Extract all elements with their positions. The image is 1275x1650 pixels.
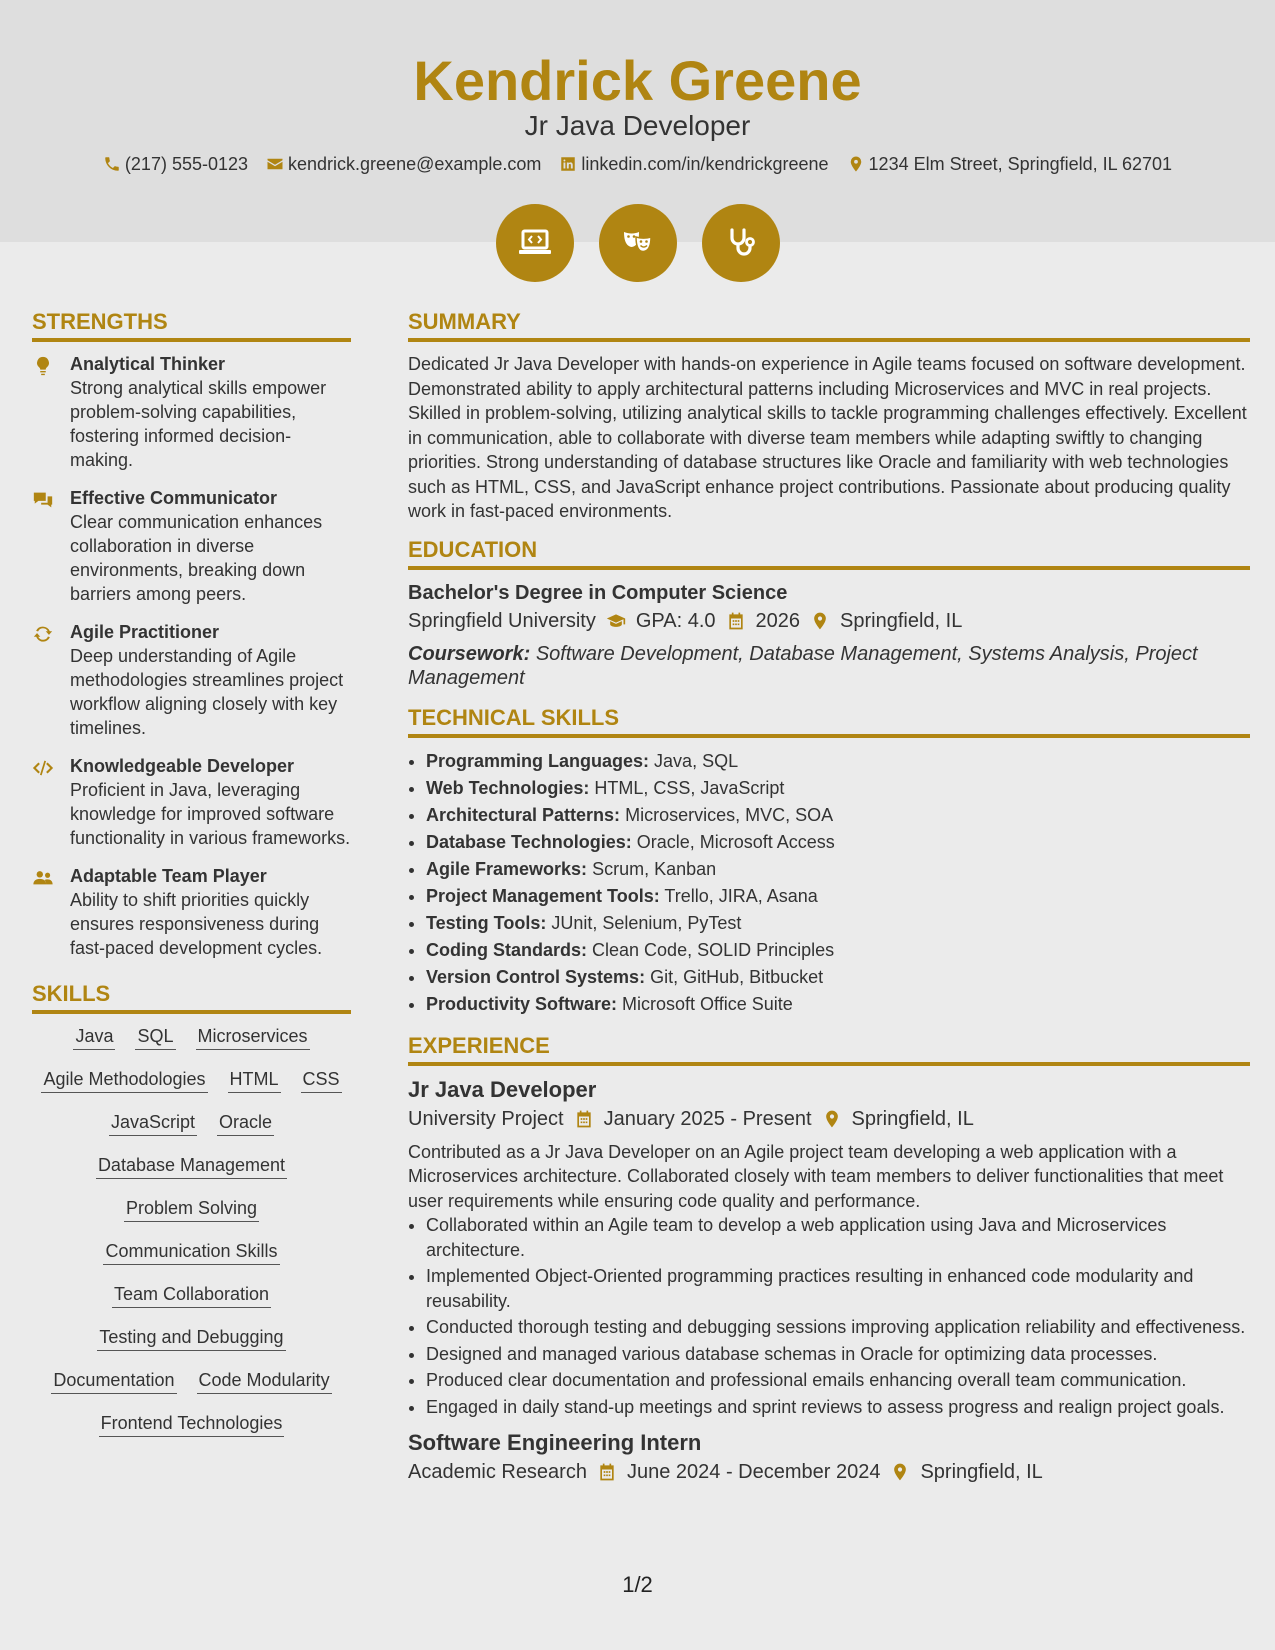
technical-skill-item xyxy=(426,910,1250,937)
experience-heading: EXPERIENCE xyxy=(408,1032,1250,1066)
strength-item xyxy=(32,486,351,606)
strength-desc: Ability to shift priorities quickly ensures responsiveness during fast-paced development cycles. xyxy=(70,890,323,958)
job-bullet: • Collaborated within an Agile team to develop a web application using Java and Microservices architecture. xyxy=(426,1213,1250,1262)
technical-skill-value: Java, SQL xyxy=(654,750,739,771)
technical-skill-label: Programming Languages: xyxy=(426,750,650,771)
technical-skill-label: Testing Tools: xyxy=(426,912,547,933)
job-bullet: • Implemented Object-Oriented programming practices resulting in enhanced code modularity and reusability. xyxy=(426,1264,1250,1313)
technical-skill-item xyxy=(426,883,1250,910)
technical-skill-item xyxy=(426,856,1250,883)
strength-title: Agile Practitioner xyxy=(70,622,220,642)
calendar-icon xyxy=(597,1462,617,1482)
strengths-heading: STRENGTHS xyxy=(32,308,351,342)
strength-desc: Proficient in Java, leveraging knowledge for improved software functionality in various frameworks. xyxy=(70,780,351,848)
contact-email[interactable] xyxy=(266,152,541,176)
technical-skill-value: Oracle, Microsoft Access xyxy=(636,831,835,852)
strength-item xyxy=(32,620,351,740)
technical-skill-label: Version Control Systems: xyxy=(426,966,646,987)
users-icon xyxy=(32,867,54,889)
education-meta xyxy=(408,606,1250,636)
left-column xyxy=(32,308,351,1454)
skill-tag: Problem Solving xyxy=(124,1196,259,1222)
technical-skill-value: Microservices, MVC, SOA xyxy=(625,804,834,825)
calendar-icon xyxy=(726,611,746,631)
email-link[interactable]: kendrick.greene@example.com xyxy=(288,154,542,174)
skill-row xyxy=(32,1325,351,1351)
technical-skill-item xyxy=(426,775,1250,802)
strength-desc: Clear communication enhances collaboration in diverse environments, breaking down barriers among peers. xyxy=(70,512,323,604)
skills-list xyxy=(32,1024,351,1437)
graduation-cap-icon xyxy=(606,611,626,631)
school-name: Springfield University xyxy=(408,609,596,632)
technical-skill-label: Project Management Tools: xyxy=(426,885,660,906)
job-meta xyxy=(408,1104,1250,1134)
skill-tag: Communication Skills xyxy=(103,1239,279,1265)
gpa: GPA: 4.0 xyxy=(635,609,716,632)
skill-tag: HTML xyxy=(228,1067,281,1093)
strength-desc: Deep understanding of Agile methodologies streamlines project workflow aligning closely with key timelines. xyxy=(70,646,344,738)
right-column xyxy=(408,308,1250,1487)
skill-row xyxy=(32,1110,351,1136)
technical-skill-label: Productivity Software: xyxy=(426,993,618,1014)
job-title: Software Engineering Intern xyxy=(408,1430,702,1455)
technical-skill-value: Clean Code, SOLID Principles xyxy=(592,939,835,960)
summary-heading: SUMMARY xyxy=(408,308,1250,342)
job-description: Contributed as a Jr Java Developer on an Agile project team developing a web application with a Microservices architecture. Collaborated closely with team members to deliver functionalities that meet user requirements while ensuring code quality and performance. xyxy=(408,1141,1224,1211)
technical-skill-value: Git, GitHub, Bitbucket xyxy=(650,966,824,987)
skill-tag: SQL xyxy=(135,1024,175,1050)
technical-skill-label: Coding Standards: xyxy=(426,939,587,960)
job-org: Academic Research xyxy=(408,1461,587,1483)
linkedin-icon xyxy=(559,155,577,173)
code-icon xyxy=(32,757,54,779)
experience-entry xyxy=(408,1076,1250,1420)
technical-skill-item xyxy=(426,937,1250,964)
candidate-name: Kendrick Greene xyxy=(413,49,862,112)
technical-skill-item xyxy=(426,964,1250,991)
stethoscope-badge xyxy=(702,204,780,282)
calendar-icon xyxy=(574,1109,594,1129)
candidate-title: Jr Java Developer xyxy=(524,110,751,141)
strength-desc: Strong analytical skills empower problem-solving capabilities, fostering informed decision-making. xyxy=(70,378,327,470)
job-title: Jr Java Developer xyxy=(408,1076,597,1102)
job-bullet: • Conducted thorough testing and debugging sessions improving application reliability and effectiveness. xyxy=(426,1315,1250,1340)
skill-row xyxy=(32,1153,351,1179)
page-number: 1/2 xyxy=(622,1572,653,1597)
job-location: Springfield, IL xyxy=(920,1461,1043,1483)
technical-skill-label: Database Technologies: xyxy=(426,831,632,852)
coursework-list: Software Development, Database Management, Systems Analysis, Project Management xyxy=(408,642,1198,689)
laptop-code-icon xyxy=(515,223,555,263)
education-heading: EDUCATION xyxy=(408,536,1250,570)
skills-heading: SKILLS xyxy=(32,980,351,1014)
job-dates: January 2025 - Present xyxy=(603,1107,812,1130)
stethoscope-icon xyxy=(721,223,761,263)
summary-text: Dedicated Jr Java Developer with hands-on experience in Agile teams focused on software development. Demonstrated ability to apply architectural patterns including Microservices and MVC in real projects. Skilled in problem-solving, utilizing analytical skills to tackle programming challenges effectively. Excellent in communication, able to collaborate with diverse team members while adapting swiftly to changing priorities. Strong understanding of database structures like Oracle and familiarity with web technologies such as HTML, CSS, and JavaScript enhance project contributions. Passionate about producing quality work in fast-paced environments. xyxy=(408,354,1247,521)
strength-title: Effective Communicator xyxy=(70,488,278,508)
degree-title: Bachelor's Degree in Computer Science xyxy=(408,581,788,604)
graduation-year: 2026 xyxy=(755,609,801,632)
lightbulb-icon xyxy=(32,355,54,377)
technical-skill-item xyxy=(426,802,1250,829)
skill-row xyxy=(32,1196,351,1222)
strength-item xyxy=(32,754,351,850)
technical-skill-item xyxy=(426,991,1250,1018)
technical-skill-value: HTML, CSS, JavaScript xyxy=(594,777,785,798)
technical-skill-value: Microsoft Office Suite xyxy=(622,993,793,1014)
technical-skills-heading: TECHNICAL SKILLS xyxy=(408,704,1250,738)
sync-icon xyxy=(32,623,54,645)
contact-linkedin[interactable] xyxy=(559,152,828,176)
envelope-icon xyxy=(266,155,284,173)
strength-title: Knowledgeable Developer xyxy=(70,756,295,776)
skill-tag: Database Management xyxy=(96,1153,287,1179)
job-bullet: • Produced clear documentation and professional emails enhancing overall team communication. xyxy=(426,1368,1250,1393)
strength-title: Analytical Thinker xyxy=(70,354,226,374)
map-marker-icon xyxy=(847,155,865,173)
phone-icon xyxy=(103,155,121,173)
technical-skill-item xyxy=(426,829,1250,856)
skill-tag: Frontend Technologies xyxy=(99,1411,285,1437)
contact-address xyxy=(847,152,1173,176)
skill-tag: Java xyxy=(73,1024,115,1050)
theater-masks-icon xyxy=(618,223,658,263)
strength-item xyxy=(32,352,351,472)
contact-phone xyxy=(103,152,248,176)
address-text: 1234 Elm Street, Springfield, IL 62701 xyxy=(868,154,1173,174)
experience-entry xyxy=(408,1429,1250,1487)
linkedin-link[interactable]: linkedin.com/in/kendrickgreene xyxy=(581,154,829,174)
coursework-label: Coursework: xyxy=(408,642,531,665)
technical-skill-value: Trello, JIRA, Asana xyxy=(664,885,818,906)
technical-skill-value: Scrum, Kanban xyxy=(592,858,717,879)
skill-tag: Documentation xyxy=(51,1368,176,1394)
skill-row xyxy=(32,1239,351,1265)
skill-tag: Agile Methodologies xyxy=(41,1067,207,1093)
technical-skills-list xyxy=(408,748,1250,1018)
technical-skill-label: Agile Frameworks: xyxy=(426,858,588,879)
technical-skill-item xyxy=(426,748,1250,775)
job-bullet: • Designed and managed various database schemas in Oracle for optimizing data processes. xyxy=(426,1342,1250,1367)
skill-tag: Code Modularity xyxy=(197,1368,332,1394)
skill-tag: Oracle xyxy=(217,1110,274,1136)
job-org: University Project xyxy=(408,1107,564,1130)
strength-item xyxy=(32,864,351,960)
job-location: Springfield, IL xyxy=(851,1107,974,1130)
coursework xyxy=(408,642,1250,690)
job-dates: June 2024 - December 2024 xyxy=(626,1461,881,1483)
interest-badges xyxy=(0,204,1275,282)
skill-row xyxy=(32,1024,351,1050)
job-meta xyxy=(408,1457,1250,1487)
technical-skill-value: JUnit, Selenium, PyTest xyxy=(551,912,742,933)
theater-masks-badge xyxy=(599,204,677,282)
skill-tag: Team Collaboration xyxy=(112,1282,271,1308)
map-marker-icon xyxy=(822,1109,842,1129)
skill-tag: CSS xyxy=(301,1067,342,1093)
skill-row xyxy=(32,1368,351,1394)
school-location: Springfield, IL xyxy=(840,609,963,632)
comments-icon xyxy=(32,489,54,511)
job-bullets xyxy=(408,1213,1250,1419)
skill-tag: Testing and Debugging xyxy=(97,1325,285,1351)
map-marker-icon xyxy=(810,611,830,631)
skill-row xyxy=(32,1411,351,1437)
job-bullet: • Engaged in daily stand-up meetings and sprint reviews to assess progress and realign project goals. xyxy=(426,1395,1250,1420)
strength-title: Adaptable Team Player xyxy=(70,866,267,886)
phone-text: (217) 555-0123 xyxy=(124,154,249,174)
map-marker-icon xyxy=(890,1462,910,1482)
technical-skill-label: Web Technologies: xyxy=(426,777,590,798)
laptop-code-badge xyxy=(496,204,574,282)
skill-tag: JavaScript xyxy=(109,1110,197,1136)
skill-row xyxy=(32,1282,351,1308)
skill-tag: Microservices xyxy=(196,1024,310,1050)
technical-skill-label: Architectural Patterns: xyxy=(426,804,621,825)
skill-row xyxy=(32,1067,351,1093)
contact-bar xyxy=(0,152,1275,176)
